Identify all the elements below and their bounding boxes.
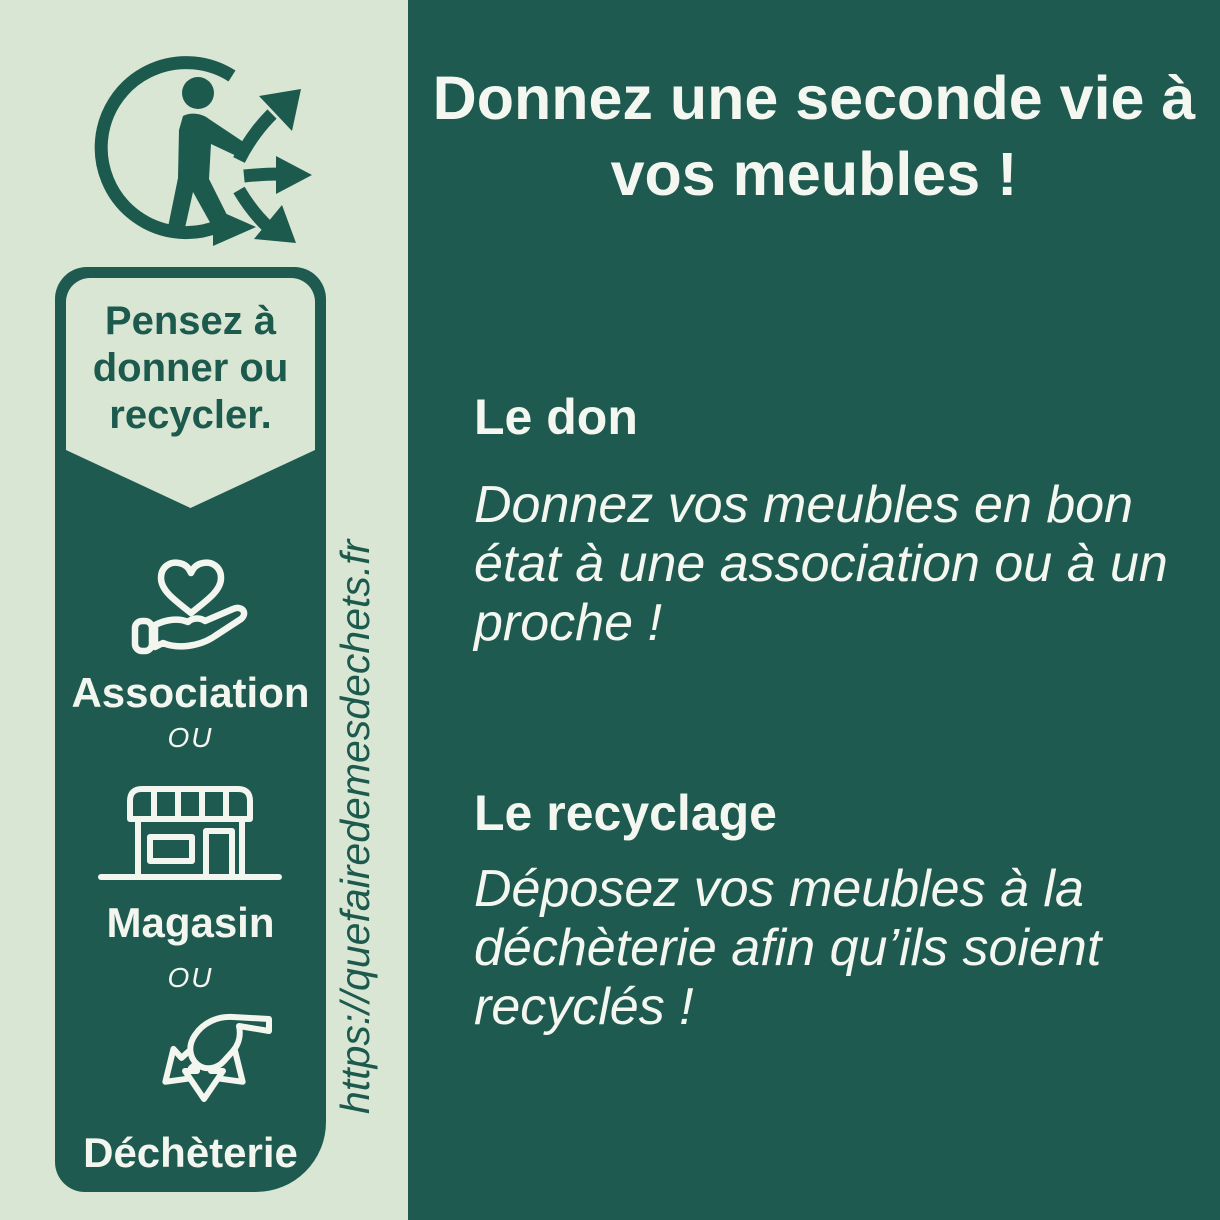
separator-ou: OU <box>167 962 214 993</box>
website-url: https://quefairedemesdechets.fr <box>332 539 378 1114</box>
store-icon <box>97 767 283 883</box>
sidebar-item-association-label: Association <box>71 669 310 716</box>
section-recyclage-body: Déposez vos meubles à la déchèterie afin qu’ils soient recyclés ! <box>474 860 1102 1036</box>
pledge-banner-chevron <box>66 450 315 508</box>
section-don-body: Donnez vos meubles en bon état à une association ou à un proche ! <box>474 476 1168 652</box>
section-don-heading: Le don <box>474 389 638 445</box>
ribbon <box>55 267 326 1192</box>
hand-dropping-arrows-icon <box>129 1007 279 1125</box>
separator-ou: OU <box>167 722 214 753</box>
triman-recycling-icon <box>86 46 312 252</box>
pledge-text: Pensez à donner ou recycler. <box>92 299 289 437</box>
pledge-banner <box>66 278 315 450</box>
heart-in-hand-icon <box>121 537 261 659</box>
sidebar-item-decheterie-label: Déchèterie <box>83 1129 298 1176</box>
page-title: Donnez une seconde vie à vos meubles ! <box>432 64 1196 208</box>
sidebar-item-magasin-label: Magasin <box>106 899 275 946</box>
section-recyclage-heading: Le recyclage <box>474 785 777 841</box>
main-panel <box>408 0 1220 1220</box>
sidebar <box>0 0 408 1220</box>
